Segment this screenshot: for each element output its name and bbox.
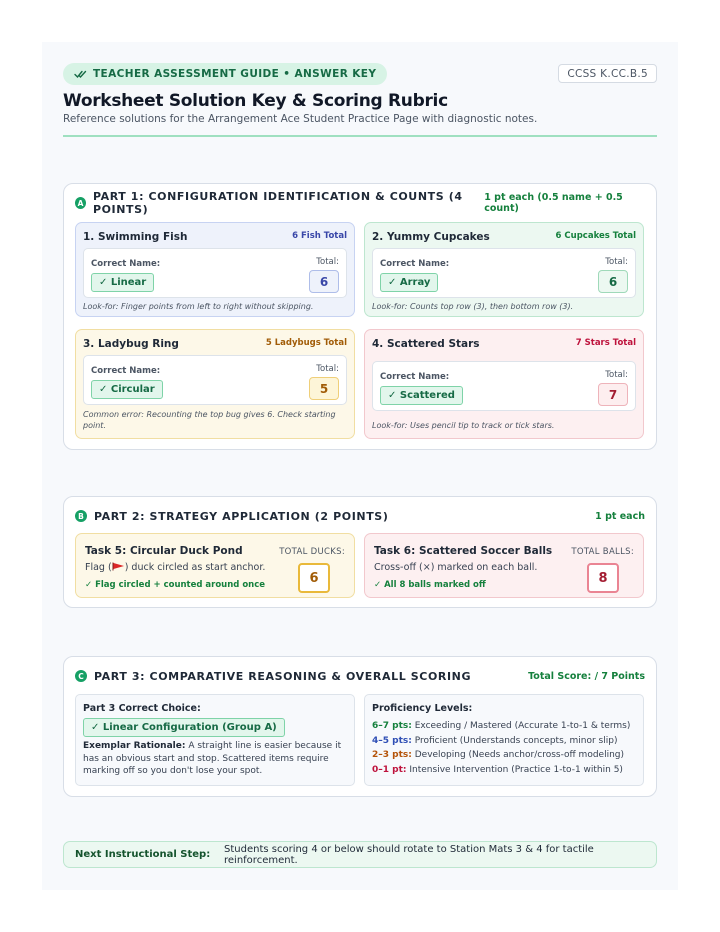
correct-name-answer: ✓ Linear: [91, 273, 154, 292]
count-answer: 5: [309, 377, 339, 400]
part1-points: 1 pt each (0.5 name + 0.5 count): [484, 192, 623, 214]
next-step-label: Next Instructional Step:: [75, 849, 211, 860]
soccer-balls-task: [364, 533, 644, 598]
part2-points: 1 pt each: [595, 510, 645, 522]
correct-name-answer: ✓ Array: [380, 273, 438, 292]
header-top: [63, 63, 657, 85]
correct-name-answer: ✓ Scattered: [380, 386, 463, 405]
card-name: 1. Swimming Fish: [83, 231, 188, 243]
cupcakes-card: [364, 222, 644, 317]
level-points: 4–5 pts:: [372, 735, 412, 746]
count-answer: 6: [309, 270, 339, 293]
answer-box: [372, 361, 636, 411]
page-subtitle: Reference solutions for the Arrangement Ace Student Practice Page with diagnostic notes.: [63, 113, 538, 125]
part1-title: PART 1: CONFIGURATION IDENTIFICATION & COUNTS (4 POINTS): [92, 190, 463, 216]
stars-card: [364, 329, 644, 439]
exemplar-rationale: [83, 740, 347, 778]
correct-name-label: Correct Name:: [380, 372, 450, 382]
fish-card: [75, 222, 355, 317]
look-for-note: Look-for: Uses pencil tip to track or tick stars.: [372, 421, 555, 430]
part3-section: [63, 656, 657, 797]
look-for-note: Look-for: Finger points from left to right without skipping.: [83, 302, 314, 311]
ladybug-card: [75, 329, 355, 439]
desc-before: Flag (: [85, 562, 112, 573]
card-name: 2. Yummy Cupcakes: [372, 231, 490, 243]
proficiency-levels: [372, 719, 638, 777]
level-item: [372, 763, 638, 778]
answer-box: [83, 248, 347, 298]
common-error-note: Common error: Recounting the top bug gives 6. Check starting point.: [83, 410, 336, 430]
total-label: Total:: [316, 364, 339, 374]
next-step-banner: [63, 841, 657, 868]
desc-after: ) duck circled as start anchor.: [124, 562, 266, 573]
answer-key-page: [42, 42, 678, 890]
task-check: ✓ Flag circled + counted around once: [85, 580, 266, 590]
proficiency-heading: Proficiency Levels:: [372, 703, 473, 714]
task-description: Cross-off (×) marked on each ball.: [374, 562, 538, 573]
page-title: Worksheet Solution Key & Scoring Rubric: [63, 91, 448, 111]
count-answer: 6: [598, 270, 628, 293]
part3-title: PART 3: COMPARATIVE REASONING & OVERALL SCORING: [94, 669, 472, 683]
total-ducks-value: 6: [298, 563, 330, 593]
rationale-label: Exemplar Rationale:: [83, 741, 186, 751]
red-flag-icon: [112, 562, 125, 571]
correct-choice-box: [75, 694, 355, 786]
double-check-icon: [74, 69, 87, 79]
part1-header: [75, 190, 645, 216]
task-description: [85, 562, 265, 573]
correct-name-answer: ✓ Circular: [91, 380, 163, 399]
part2-title: PART 2: STRATEGY APPLICATION (2 POINTS): [94, 509, 389, 523]
card-total-label: 7 Stars Total: [575, 338, 636, 348]
part3-header: [75, 668, 645, 684]
total-label: Total:: [605, 370, 628, 380]
part1-badge: A: [75, 197, 86, 209]
task-name: Task 5: Circular Duck Pond: [85, 545, 243, 557]
total-label: Total:: [316, 257, 339, 267]
standard-badge: CCSS K.CC.B.5: [558, 64, 657, 83]
next-step-text: Students scoring 4 or below should rotate to Station Mats 3 & 4 for tactile reinforcement.: [224, 843, 594, 866]
correct-choice-heading: Part 3 Correct Choice:: [83, 703, 201, 714]
level-desc: Developing (Needs anchor/cross-off modeling): [411, 750, 625, 760]
card-total-label: 6 Fish Total: [292, 231, 347, 241]
card-total-label: 6 Cupcakes Total: [555, 231, 636, 241]
guide-pill: [63, 63, 387, 85]
total-label: Total:: [605, 257, 628, 267]
level-desc: Exceeding / Mastered (Accurate 1-to-1 & terms): [411, 721, 631, 731]
task-check: ✓ All 8 balls marked off: [374, 580, 486, 590]
task-name: Task 6: Scattered Soccer Balls: [374, 545, 553, 557]
total-balls-value: 8: [587, 563, 619, 593]
correct-name-label: Correct Name:: [380, 259, 450, 269]
level-item: [372, 734, 638, 749]
duck-pond-task: [75, 533, 355, 598]
part2-badge: B: [75, 510, 87, 522]
correct-name-label: Correct Name:: [91, 259, 161, 269]
level-desc: Proficient (Understands concepts, minor slip): [411, 735, 618, 746]
level-points: 6–7 pts:: [372, 721, 412, 731]
rationale-text: A straight line is easier because it has an obvious start and stop. Scattered items require marking off so you don't lose your spot.: [83, 741, 342, 776]
total-balls-label: TOTAL BALLS:: [571, 547, 634, 557]
level-item: [372, 748, 638, 763]
card-total-label: 5 Ladybugs Total: [265, 338, 347, 348]
total-ducks-label: TOTAL DUCKS:: [279, 547, 345, 557]
level-points: 2–3 pts:: [372, 750, 412, 760]
part2-header: [75, 508, 645, 524]
total-score: Total Score: / 7 Points: [528, 670, 645, 682]
count-answer: 7: [598, 383, 628, 406]
correct-choice-answer: ✓ Linear Configuration (Group A): [83, 718, 285, 737]
guide-pill-text: TEACHER ASSESSMENT GUIDE • ANSWER KEY: [93, 68, 377, 80]
look-for-note: Look-for: Counts top row (3), then bottom row (3).: [372, 302, 574, 311]
part2-section: [63, 496, 657, 608]
answer-box: [83, 355, 347, 405]
proficiency-box: [364, 694, 644, 786]
card-name: 3. Ladybug Ring: [83, 338, 179, 350]
correct-name-label: Correct Name:: [91, 366, 161, 376]
part1-section: [63, 183, 657, 450]
part3-badge: C: [75, 670, 87, 682]
level-item: [372, 719, 638, 734]
answer-box: [372, 248, 636, 298]
card-name: 4. Scattered Stars: [372, 338, 480, 350]
level-points: 0–1 pt:: [372, 764, 407, 775]
header-divider: [63, 135, 657, 137]
level-desc: Intensive Intervention (Practice 1-to-1 within 5): [406, 764, 623, 775]
